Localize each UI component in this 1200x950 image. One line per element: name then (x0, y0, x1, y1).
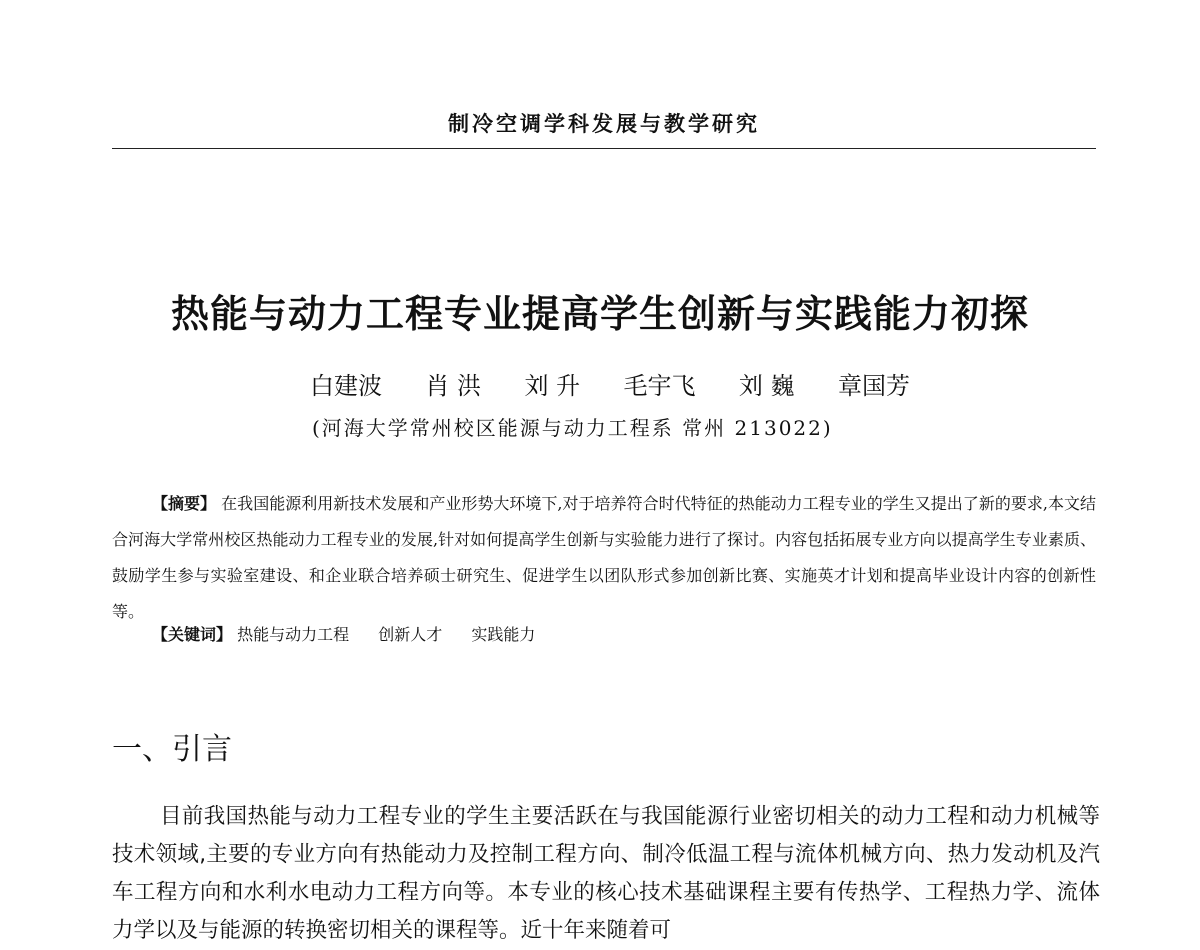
author-list (310, 366, 910, 401)
abstract-text: 在我国能源利用新技术发展和产业形势大环境下,对于培养符合时代特征的热能动力工程专业的学生又提出了新的要求,本文结合河海大学常州校区热能动力工程专业的发展,针对如何提高学生创新与实验能力进行了探讨。内容包括拓展专业方向以提高学生专业素质、鼓励学生参与实验室建设、和企业联合培养硕士研究生、促进学生以团队形式参加创新比赛、实施英才计划和提高毕业设计内容的创新性等。 (112, 494, 1096, 621)
section-heading: 一、引言 (112, 732, 232, 767)
author: 毛宇飞 (623, 372, 696, 400)
author: 刘 巍 (738, 372, 795, 400)
author: 刘 升 (524, 372, 581, 400)
keywords-label: 【关键词】 (152, 625, 233, 644)
author: 章国芳 (837, 372, 910, 400)
keyword: 创新人才 (378, 625, 443, 644)
running-header: 制冷空调学科发展与教学研究 (448, 111, 760, 136)
author: 肖 洪 (425, 372, 482, 400)
author: 白建波 (310, 372, 382, 400)
abstract-label: 【摘要】 (152, 494, 217, 513)
body-paragraph: 目前我国热能与动力工程专业的学生主要活跃在与我国能源行业密切相关的动力工程和动力机械等技术领域,主要的专业方向有热能动力及控制工程方向、制冷低温工程与流体机械方向、热力发动机及汽车工程方向和水利水电动力工程方向等。本专业的核心技术基础课程主要有传热学、工程热力学、流体力学以及与能源的转换密切相关的课程等。近十年来随着可 (112, 804, 1100, 943)
header-rule (112, 148, 1096, 149)
abstract (112, 486, 1096, 630)
keywords (152, 622, 559, 645)
paper-title: 热能与动力工程专业提高学生创新与实践能力初探 (170, 292, 1029, 336)
affiliation: (河海大学常州校区能源与动力工程系 常州 213022) (312, 416, 833, 440)
keyword: 实践能力 (471, 625, 536, 644)
keyword: 热能与动力工程 (237, 625, 350, 644)
